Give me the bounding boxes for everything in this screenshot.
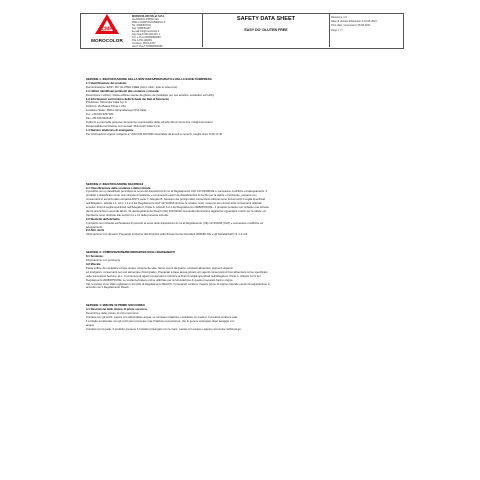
body-text-line: Località e Stato: 35011 Campodarsego (Pd) Italia (86, 109, 147, 113)
body-text-line: conservanti in accordo alla normativa EN71 parte 7, Allegato B. Nessuno dei principi attivi conservanti utilizzati sono inclusi sotto il soglia specificati (86, 198, 265, 202)
body-text-line: l'ambiente sono riportate alle sezioni 11 e 12 della presente scheda. (86, 213, 169, 217)
address-line: Cap.Soc.€.000.000,00 i.v. (132, 33, 161, 37)
company-logo (84, 14, 130, 47)
body-text-line: Indirizzo: Via Bassa Prima n.224 (86, 105, 126, 109)
body-text-line: Responsabile immissione sul mercato: Morocolor Italia S.p.A. (86, 124, 161, 128)
section-spacer (86, 290, 398, 304)
section-s1 (86, 78, 398, 137)
section-s4 (86, 304, 398, 331)
body-text-line: il contatto accidentale con gli occhi può provocare una irritazione temporanea; che in genere scompare dopo lavaggio con (86, 319, 235, 323)
revision-line: Data di revisione/Revision 0.01.06.2021 (331, 20, 377, 24)
subsection-heading: 1.1 Identificazione del prodotto (86, 81, 127, 85)
section-heading: SEZIONE 2: IDENTIFICAZIONE DEI RISCHI (86, 181, 144, 186)
subsection-heading: 4.1 Descrizione delle misure di primo soccorso (86, 308, 148, 312)
section-heading: SEZIONE 3: COMPOSIZIONE/INFORMAZIONI SUGLI INGREDIENTI (86, 250, 175, 255)
address-line: Vat.IT Pva.TT00850990089 (132, 45, 163, 49)
body-text-line: Il prodotto non è classificato pericoloso ai sensi del disposizioni di cui al Regolamento CLP 1272/2008/CE e successive modifiche ed adeguamenti. Il (86, 190, 267, 194)
address-line: C.F. e P.Iva.00850990089 (132, 36, 161, 40)
body-text-line: dati di sicurezza in accordo all'Art. 31 del Regolamento Reach (CE) 1907/2006. Eventuali informazioni aggiuntive riguardanti i rischi per la salute e/o (86, 209, 267, 213)
address-line: E-mail:info@morocolor.it (132, 30, 160, 34)
body-text-line: Pasta soffice da modellare a base acqua, contenente sale, farine esenti da glutine, coloranti alimentari, pigmenti organici (86, 266, 233, 270)
body-text-line: UE, le stesse sono state registrate in accordo al Regolamento REACH. Il preparato contiene materie prime di origine naturale esenti da registrazione in (86, 282, 270, 286)
product-name: EASY DO' GLUTEN FREE (244, 28, 288, 32)
body-text-line: nell'Allegato I, tabella 1.1, Art.1 1.2.2.2 del Regolamento CLP 1272/2008 (incluse le relative note): nessuno dei principi attivi conservanti utilizzati (86, 202, 262, 206)
section-heading: SEZIONE 4: MISURE DI PRIMO SOCCORSO (86, 303, 145, 308)
subsection-heading: 1.4 Numero telefonico di emergenza (86, 128, 134, 132)
subsection-heading: 3.1 Sostanze: (86, 255, 104, 259)
body-text-line: Indirizzo e-mail della persona competente responsabile della scheda dati di sicurezza: info@morocolor.it (86, 120, 213, 124)
subsection-heading: 2.2 Elementi dell'etichetta (86, 217, 120, 221)
svg-text:CMP: CMP (101, 26, 113, 33)
body-text-line: accordo con il Regolamento Reach. (86, 286, 130, 290)
subsection-heading: 1.3 Informazioni sul fornitore della Scheda dei Dati di Sicurezza (86, 97, 169, 101)
section-spacer (86, 137, 398, 183)
logo-mark-icon (95, 14, 119, 38)
revision-line: Print date / stampato il 28.06.2021 (331, 24, 371, 28)
address-line: Fax. 0485/81167 (132, 27, 151, 31)
subsection-heading: 1.2 Utilizzi identificati pertinenti alla sostanza o miscela: (86, 89, 160, 93)
document-title: SAFETY DATA SHEET (236, 16, 296, 22)
company-address-block (132, 15, 200, 49)
subsection-heading: 2.1 Classificazione della sostanza o della miscela (86, 186, 151, 190)
body-text-line: Per informazioni urgenti rivolgersi a: UNO 049 9207180 disponibile da lunedì a venerdì, meglio orari: 8.30-17.30 (86, 132, 223, 136)
body-text-line: Fax +39 049 9200167 (86, 117, 113, 121)
address-line: Tel. 0485/807110 (132, 24, 151, 28)
subsection-heading: 2.3 Altri rischi (86, 229, 105, 233)
body-text-line: Informazione non rilevanti. Preparato conforme alla Direttiva sulla Sicurezza dei Giocattoli 2009/48 /CE e gli Standard EN 71-1-2-3-8. (86, 233, 248, 237)
address-line: R.E.A.PD-128494 (132, 39, 152, 43)
section-s2 (86, 183, 398, 238)
body-text-line: ed inorganici, conservanti per uso alimentare (food grade). Preparato a base acqua privato con agenti conservanti di tipo alimentare come specificato (86, 270, 268, 274)
body-text-line: Il prodotto non richiede etichettatura di pericolo ai sensi delle disposizioni di cui al Regolamento (CE) 1272/2008 (CLP) e successive modifiche ed (86, 221, 264, 225)
section-s3 (86, 251, 398, 290)
body-text-line: Denominazione: EASY DO' GLUTEN FREE (tutti i colori, tutte le referenze) (86, 85, 178, 89)
body-text-line: nella successiva Sezione 11.1. Il contenuto di agenti conservanti è inferiore ai limiti di soglia specificati nell'Allegato II, Parte A, Articolo 3.2.2 del (86, 274, 261, 278)
address-line: Via BARIOL PRIMA 224 (132, 18, 159, 22)
body-text-line: Regolamento 2008/WHO/CE. Le sostanze/materie prime utilizzate per la formulazione di questo preparato hanno origine (86, 278, 233, 282)
body-text-line: prodotto è classificato come una miscela di sostanze e componenti esenti da classificazioni di rischio per la salute e l'ambiente, pertanto con (86, 194, 257, 198)
body-text-line: adeguamenti. (86, 225, 103, 229)
body-text-line: eccede i limiti di soglia specificati nell'Allegato II, Parte A, Articolo 3.2.2 del Regolamento 2008/WHO/CE - il prodotto pertanto non richiede una scheda (86, 206, 269, 210)
body-text-line: Tel.: +39 049 9207180 (86, 113, 114, 117)
body-text-line: Descrizione delle misure di primo soccorso. (86, 312, 140, 316)
revision-line: Revisione n.5 (331, 16, 347, 19)
body-text-line: Informazione non pertinente (86, 259, 121, 263)
section-spacer (86, 237, 398, 251)
body-text-line: acqua. (86, 323, 95, 327)
body-text-line: Contatto con gli occhi: Lavare con abbondante acqua; se compare irritazione consultare un medico. Il prodotto contiene sale: (86, 316, 238, 320)
section-heading: SEZIONE 1: IDENTIFICAZIONE DELLA SOSTANZA/PREPARATO E DELLA SOCIETÀ/IMPRESA (86, 77, 212, 81)
body-text-line: Descrizione / utilizzo: Pasta sofficeе esente da glutine da modellare per uso artistico, scolastico ed hobby. (86, 93, 215, 97)
document-body (86, 78, 398, 332)
body-text-line: Contatto con la pelle: Il prodotto previene il contatto prolungato con le mani. Lavare con acqua e sapone al termine dell'impiego. (86, 327, 242, 331)
company-name: MOROCOLOR ITALIA S.P.A. (132, 15, 165, 18)
address-line: 05011 CAMPOGALBIERGO F (132, 21, 166, 25)
document-title-cell (202, 13, 330, 47)
revision-line: Page 1 / 7 (331, 28, 343, 32)
body-text-line: Produttore: Morocolor Italia S.p.A. (86, 101, 128, 105)
address-line: Cod.Ecc. PD01-0347 (132, 42, 156, 46)
revision-info (331, 16, 401, 33)
subsection-heading: 3.2 Miscele (86, 263, 101, 266)
brand-name: MOROCOLOR (91, 38, 123, 43)
